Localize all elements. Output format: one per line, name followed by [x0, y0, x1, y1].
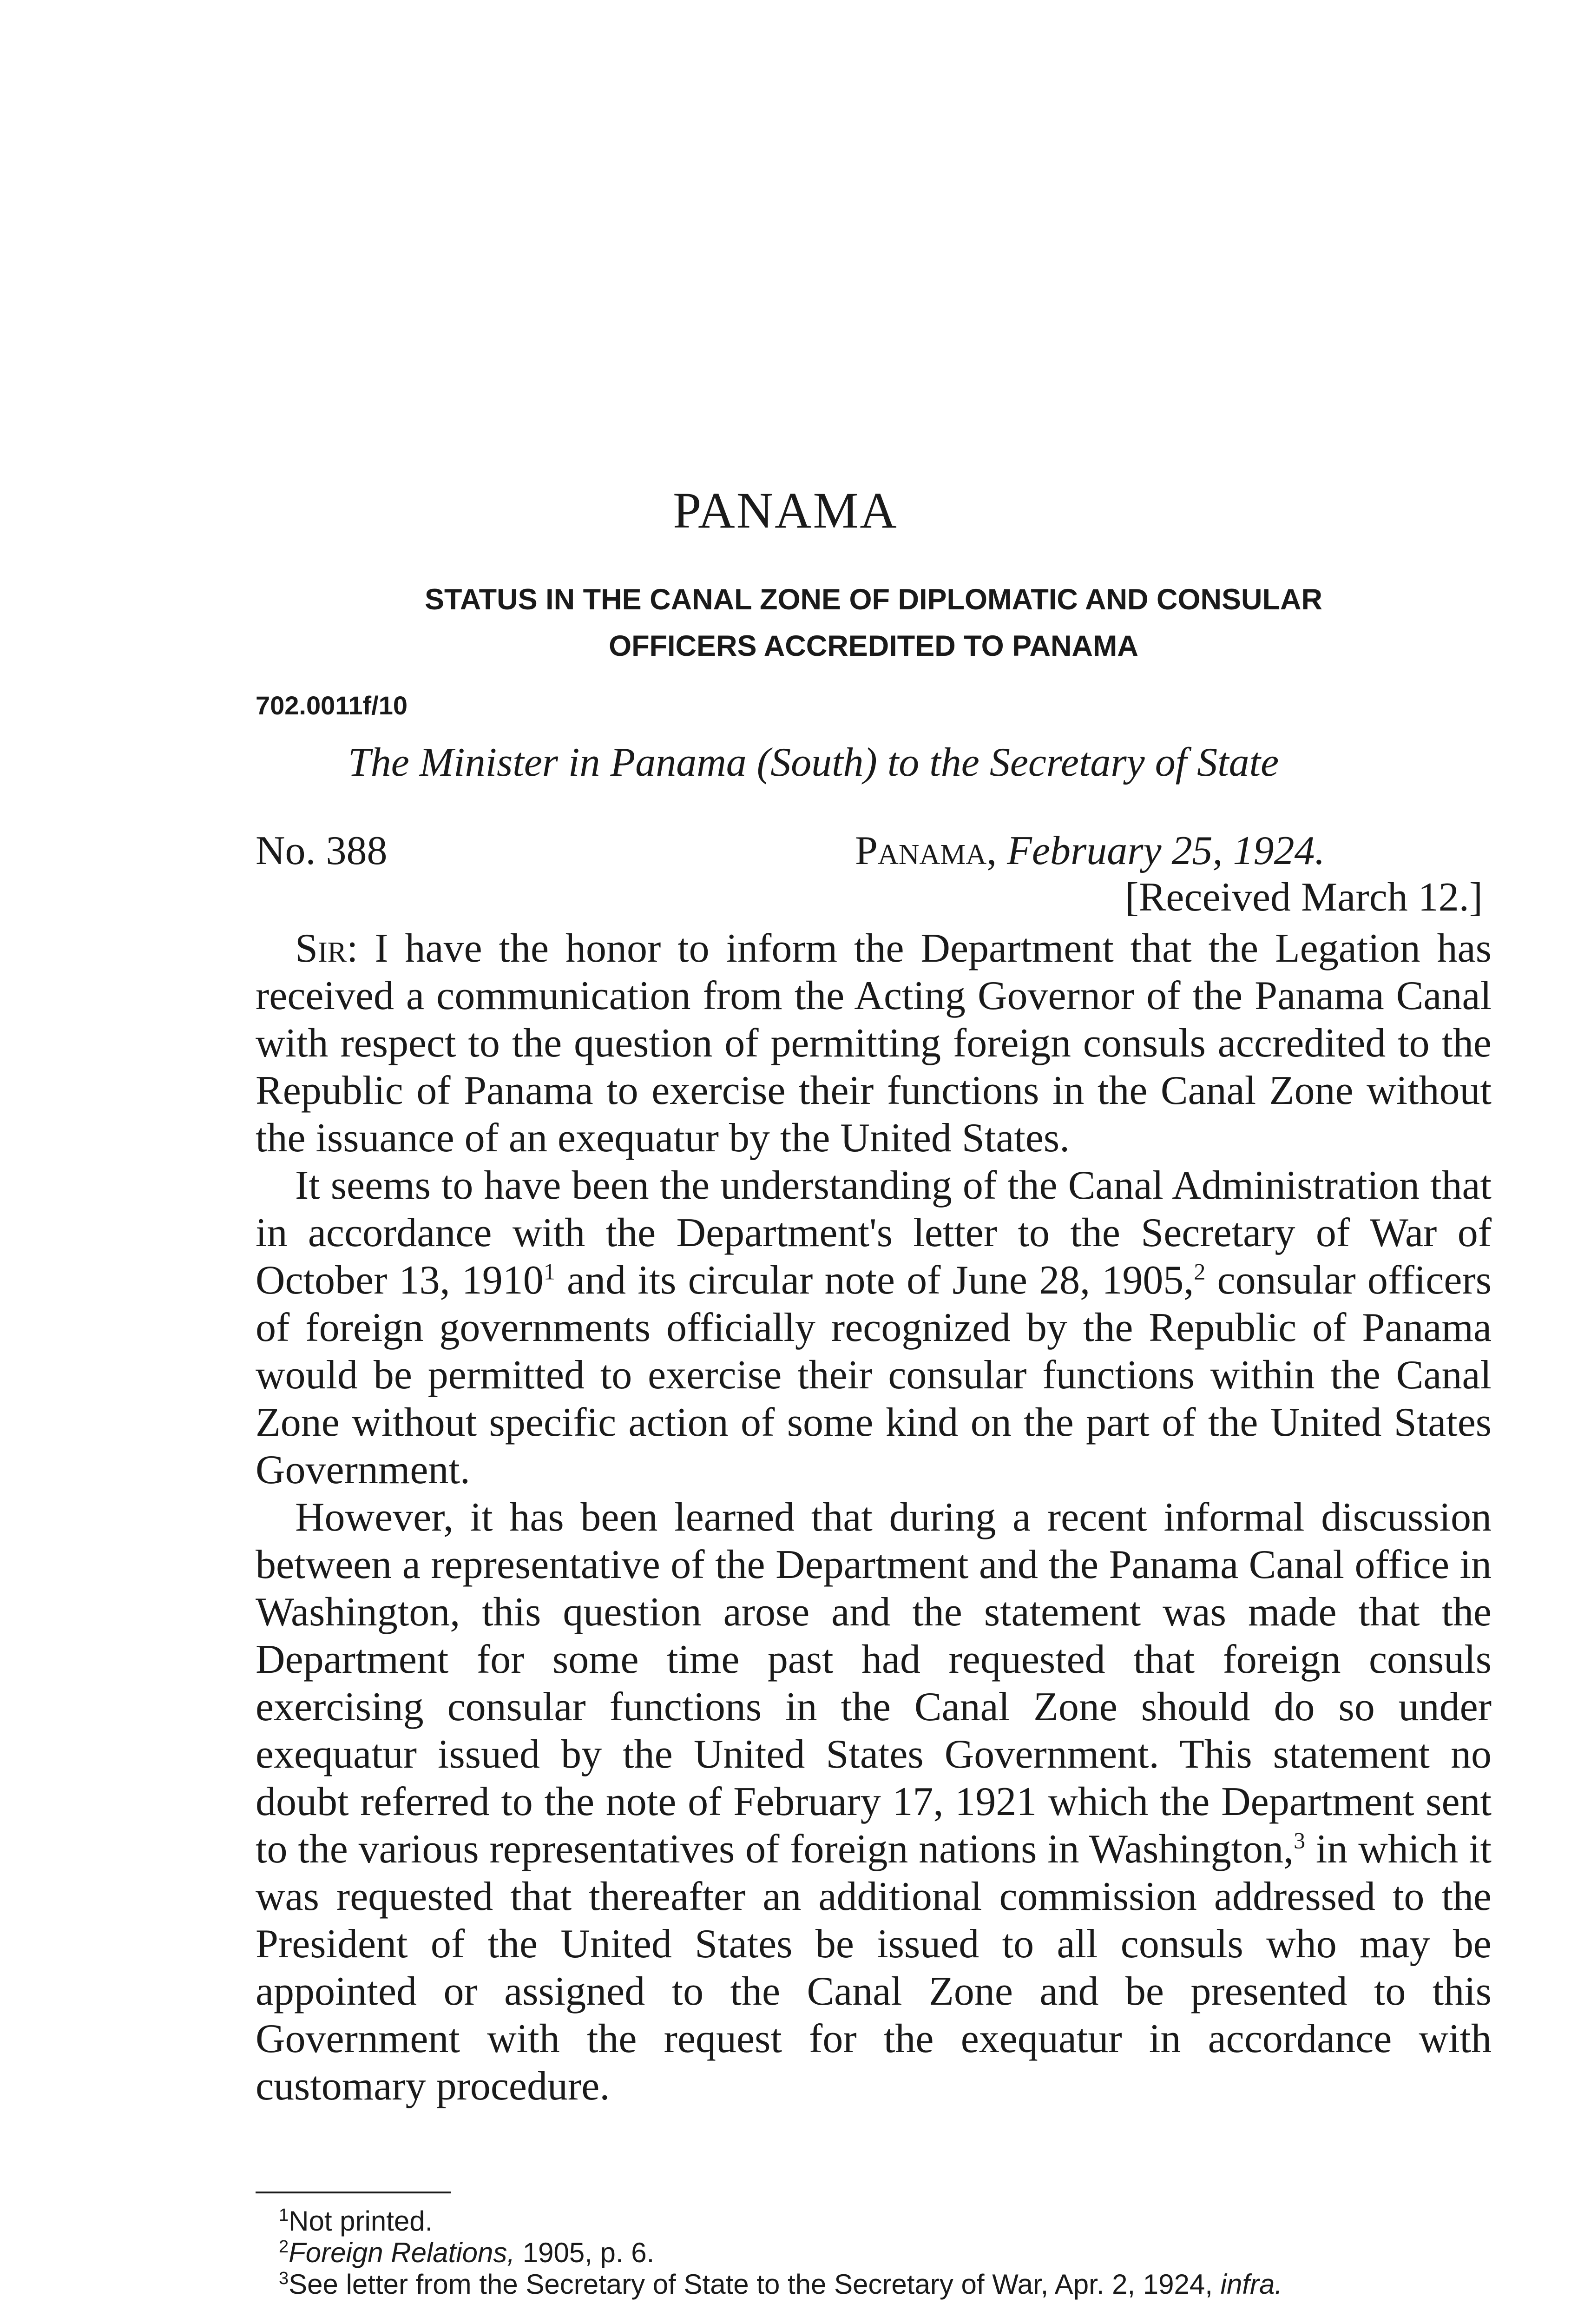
paragraph-2-text-a: It seems to have been the understanding of the Canal Administration that in accordance with the Department's letter to the Secretary of War of October 13, 1910: [256, 1163, 1492, 1303]
footnotes: [256, 2205, 1492, 2300]
paragraph-2-text-b: and its circular note of June 28, 1905,: [555, 1258, 1194, 1303]
received-date: [Received March 12.]: [1125, 875, 1483, 920]
paragraph-2: [256, 1162, 1492, 1494]
footnote-1: [256, 2205, 1492, 2237]
footnote-marker-1: 1: [279, 2205, 289, 2225]
footnote-3: [256, 2269, 1492, 2300]
footnote-2-title: Foreign Relations,: [289, 2237, 515, 2268]
subject-line-2: OFFICERS ACCREDITED TO PANAMA: [609, 630, 1138, 662]
footnote-2: [256, 2237, 1492, 2269]
footnote-3-infra: infra.: [1220, 2269, 1282, 2300]
file-number: 702.0011f/10: [256, 691, 408, 720]
paragraph-3: [256, 1494, 1492, 2110]
footnote-marker-2: 2: [279, 2237, 289, 2257]
document-heading: The Minister in Panama (South) to the Secretary of State: [348, 740, 1279, 785]
paragraph-1-text: : I have the honor to inform the Department that the Legation has received a communication from the Acting Governor of the Panama Canal with respect to the question of permitting foreign consuls accredited to the Republic of Panama to exercise their functions in the Canal Zone without the issuance of an exequatur by the United States.: [256, 926, 1492, 1161]
footnote-3-text: See letter from the Secretary of State to the Secretary of War, Apr. 2, 1924,: [289, 2269, 1221, 2300]
subject-line-1: STATUS IN THE CANAL ZONE OF DIPLOMATIC AND CONSULAR: [425, 583, 1322, 616]
document-number: No. 388: [256, 828, 388, 873]
footnote-ref-2: 2: [1194, 1258, 1206, 1285]
dateline: [855, 827, 1325, 874]
paragraph-3-text-b: in which it was requested that thereafter an additional commission addressed to the President of the United States be issued to all consuls who may be appointed or assigned to the Canal Zone and be presented to this Government with the request for the exequatur in accordance with customary procedure.: [256, 1827, 1492, 2109]
paragraph-1: [256, 925, 1492, 1162]
paragraph-3-text-a: However, it has been learned that during a recent informal discussion between a representative of the Department and the Panama Canal office in Washington, this question arose and the statement was made that the Department for some time past had requested that foreign consuls exercising consular functions in the Canal Zone should do so under exequatur issued by the United States Government. This statement no doubt referred to the note of February 17, 1921 which the Department sent to the various representatives of foreign nations in Washington,: [256, 1495, 1492, 1872]
paragraph-2-text-c: consular officers of foreign governments officially recognized by the Republic of Panama would be permitted to exercise their consular functions within the Canal Zone without specific action of some kind on the part of the United States Government.: [256, 1258, 1492, 1492]
footnote-divider: [256, 2192, 451, 2193]
salutation: Sir: [295, 926, 347, 971]
footnote-ref-1: 1: [543, 1258, 555, 1285]
letter-body: [256, 925, 1492, 2110]
footnote-marker-3: 3: [279, 2269, 289, 2288]
country-title: PANAMA: [673, 482, 898, 539]
footnote-ref-3: 3: [1294, 1827, 1306, 1854]
footnote-1-text: Not printed.: [289, 2205, 433, 2237]
dateline-place: Panama,: [855, 828, 997, 873]
subject-heading: [256, 576, 1492, 669]
dateline-date: February 25, 1924.: [1007, 828, 1325, 873]
footnote-2-text: 1905, p. 6.: [515, 2237, 655, 2268]
